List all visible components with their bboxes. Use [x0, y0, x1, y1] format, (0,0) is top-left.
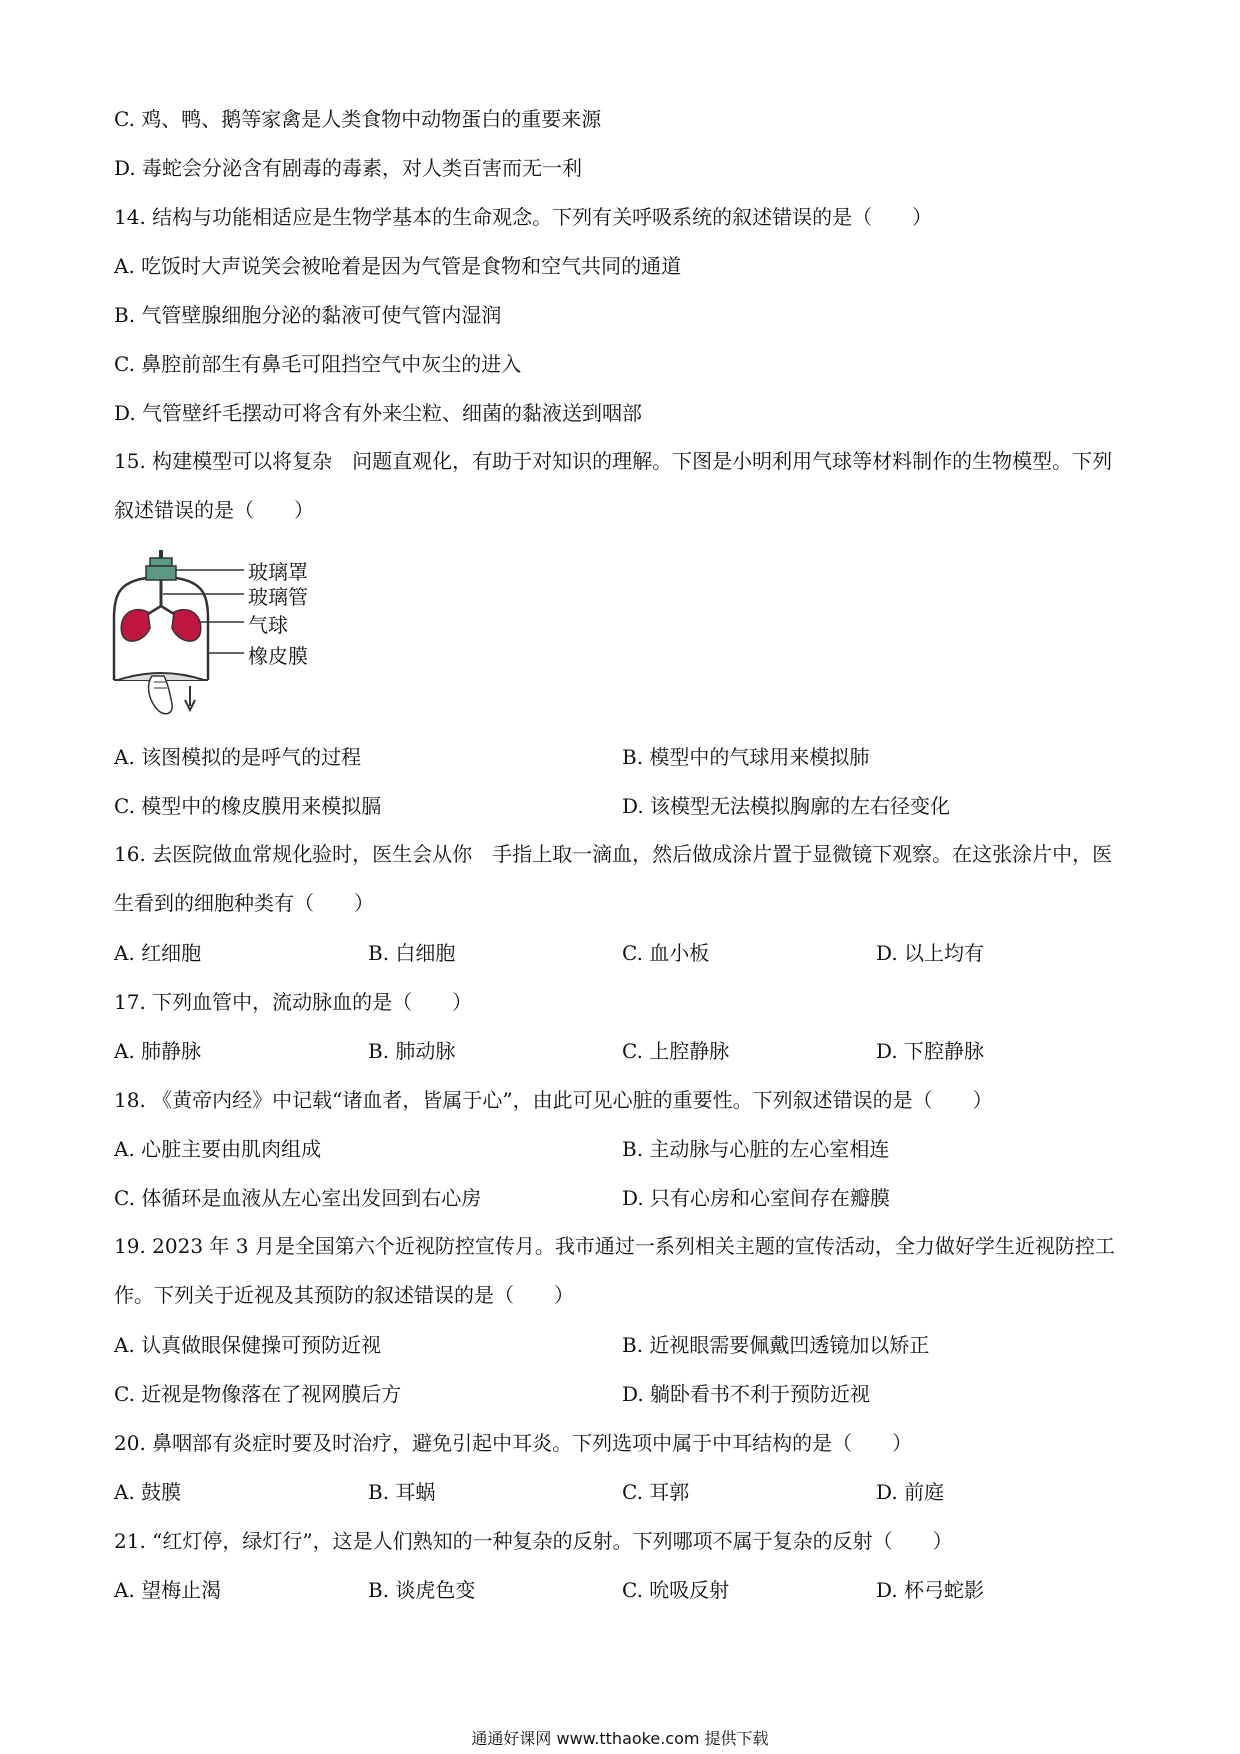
q20-option-d: D. 前庭	[876, 1480, 945, 1504]
q14-option-c: C. 鼻腔前部生有鼻毛可阻挡空气中灰尘的进入	[114, 352, 522, 376]
q19-stem: 19. 2023 年 3 月是全国第六个近视防控宣传月。我市通过一系列相关主题的宣传活动，全力做好学生近视防控工作。下列关于近视及其预防的叙述错误的是（ ）	[114, 1234, 1115, 1307]
balloon-left	[121, 610, 150, 641]
q15-option-b: B. 模型中的气球用来模拟肺	[622, 745, 870, 769]
label-glass-tube: 玻璃管	[248, 585, 308, 609]
q18-option-c: C. 体循环是血液从左心室出发回到右心房	[114, 1186, 482, 1210]
page-footer: 通通好课网 www.tthaoke.com 提供下载	[471, 1729, 769, 1748]
q20-option-b: B. 耳蜗	[368, 1480, 436, 1504]
q16-stem: 16. 去医院做血常规化验时，医生会从你 手指上取一滴血，然后做成涂片置于显微镜下观察。在这张涂片中，医生看到的细胞种类有（ ）	[114, 842, 1113, 915]
q13-option-d: D. 毒蛇会分泌含有剧毒的毒素，对人类百害而无一利	[114, 156, 583, 180]
q19-option-d: D. 躺卧看书不利于预防近视	[622, 1382, 871, 1406]
q17-option-b: B. 肺动脉	[368, 1039, 456, 1063]
q18-option-d: D. 只有心房和心室间存在瓣膜	[622, 1186, 891, 1210]
q16-option-c: C. 血小板	[622, 941, 710, 965]
bell-jar-svg	[110, 548, 350, 723]
q18-option-a: A. 心脏主要由肌肉组成	[114, 1137, 322, 1161]
q21-stem: 21. “红灯停，绿灯行”，这是人们熟知的一种复杂的反射。下列哪项不属于复杂的反射（ ）	[114, 1529, 953, 1553]
q18-stem: 18. 《黄帝内经》中记载“诸血者，皆属于心”，由此可见心脏的重要性。下列叙述错误的是（ ）	[114, 1088, 993, 1112]
q19-option-c: C. 近视是物像落在了视网膜后方	[114, 1382, 402, 1406]
q17-option-d: D. 下腔静脉	[876, 1039, 985, 1063]
q20-option-c: C. 耳郭	[622, 1480, 690, 1504]
q20-option-a: A. 鼓膜	[114, 1480, 182, 1504]
q15-option-d: D. 该模型无法模拟胸廓的左右径变化	[622, 794, 951, 818]
balloon-right	[172, 610, 201, 641]
q14-option-b: B. 气管壁腺细胞分泌的黏液可使气管内湿润	[114, 303, 502, 327]
q16-option-b: B. 白细胞	[368, 941, 456, 965]
q13-option-c: C. 鸡、鸭、鹅等家禽是人类食物中动物蛋白的重要来源	[114, 107, 602, 131]
q19-option-b: B. 近视眼需要佩戴凹透镜加以矫正	[622, 1333, 930, 1357]
q17-option-c: C. 上腔静脉	[622, 1039, 730, 1063]
q19-option-a: A. 认真做眼保健操可预防近视	[114, 1333, 382, 1357]
q20-stem: 20. 鼻咽部有炎症时要及时治疗，避免引起中耳炎。下列选项中属于中耳结构的是（ ）	[114, 1431, 913, 1455]
q15-option-a: A. 该图模拟的是呼气的过程	[114, 745, 362, 769]
q14-stem: 14. 结构与功能相适应是生物学基本的生命观念。下列有关呼吸系统的叙述错误的是（ ）	[114, 205, 933, 229]
q17-option-a: A. 肺静脉	[114, 1039, 202, 1063]
tube-branch	[148, 606, 174, 614]
q21-option-b: B. 谈虎色变	[368, 1578, 476, 1602]
label-balloon: 气球	[248, 613, 288, 637]
q21-option-a: A. 望梅止渴	[114, 1578, 222, 1602]
q18-option-b: B. 主动脉与心脏的左心室相连	[622, 1137, 890, 1161]
q14-option-d: D. 气管壁纤毛摆动可将含有外来尘粒、细菌的黏液送到咽部	[114, 401, 643, 425]
q15-option-c: C. 模型中的橡皮膜用来模拟膈	[114, 794, 382, 818]
q16-option-d: D. 以上均有	[876, 941, 985, 965]
bell-jar-model-diagram	[110, 548, 350, 723]
stopper-base	[146, 566, 176, 580]
q16-option-a: A. 红细胞	[114, 941, 202, 965]
q21-option-d: D. 杯弓蛇影	[876, 1578, 985, 1602]
q21-option-c: C. 吮吸反射	[622, 1578, 730, 1602]
label-rubber-membrane: 橡皮膜	[248, 644, 308, 668]
q14-option-a: A. 吃饭时大声说笑会被呛着是因为气管是食物和空气共同的通道	[114, 254, 682, 278]
stopper	[150, 558, 172, 566]
q17-stem: 17. 下列血管中，流动脉血的是（ ）	[114, 990, 473, 1014]
label-glass-jar: 玻璃罩	[248, 560, 308, 584]
q15-stem: 15. 构建模型可以将复杂 问题直观化，有助于对知识的理解。下图是小明利用气球等材料制作的生物模型。下列叙述错误的是（ ）	[114, 449, 1113, 522]
